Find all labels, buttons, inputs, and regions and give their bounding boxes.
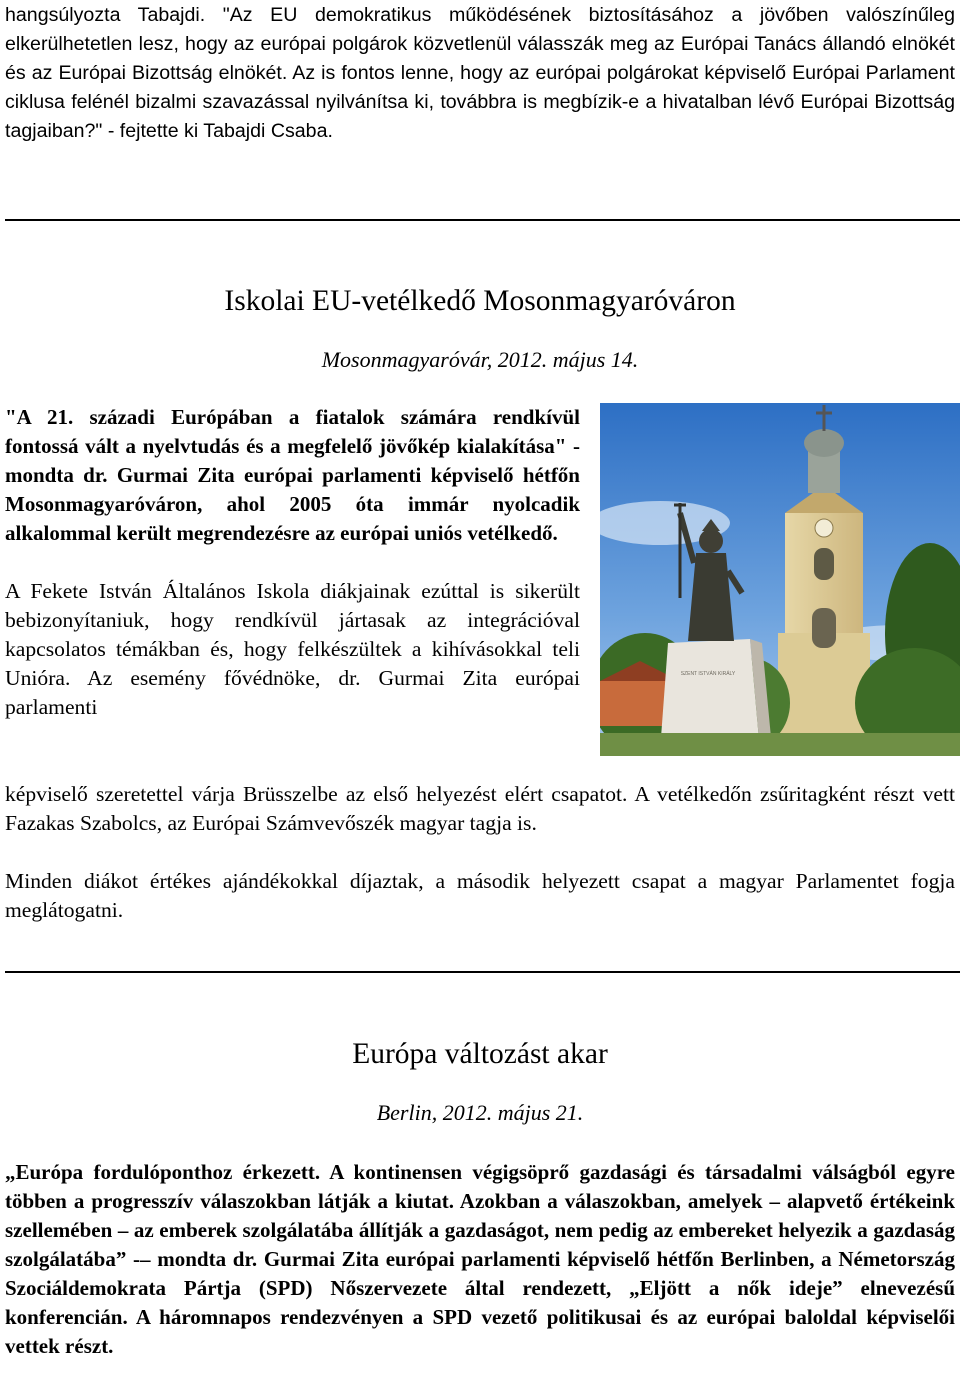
intro-paragraph: hangsúlyozta Tabajdi. "Az EU demokratikus működésének biztosításához a jövőben valószínűleg elkerülhetetlen lesz, hogy az európai polgárok közvetlenül válasszák meg az Európai Tanács állandó elnökét és az Európai Bizottság elnökét. Az is fontos lenne, hogy az európai polgárokat képviselő Európai Parlament ciklusa felénél bizalmi szavazással nyilvánítsa ki, továbbra is megbízik-e a hivatalban lévő Európai Bizottság tagjaiban?" - fejtette ki Tabajdi Csaba. [5,4,955,142]
article-body-wrapped: A Fekete István Általános Iskola diákjainak ezúttal is sikerült bebizonyítaniuk, hogy rendkívül jártasak az integrációval kapcsolatos témákban és, hogy felkészültek a kihívásokkal teli Unióra. Az esemény fővédnöke, dr. Gurmai Zita európai parlamenti [5,579,580,719]
section-divider [5,219,960,221]
plaque-text: SZENT ISTVÁN KIRÁLY [680,671,736,677]
article-dateline: Mosonmagyaróvár, 2012. május 14. [321,347,639,372]
article2-title: Európa változást akar [352,1038,608,1070]
article2-dateline: Berlin, 2012. május 21. [376,1100,584,1125]
church-statue-image [600,403,960,756]
article-title: Iskolai EU-vetélkedő Mosonmagyaróváron [224,285,736,317]
article-lead: "A 21. századi Európában a fiatalok számára rendkívül fontossá vált a nyelvtudás és a megfelelő jövőkép kialakítása" - mondta dr. Gurmai Zita európai parlamenti képviselő hétfőn Mosonmagyaróváron, ahol 2005 óta immár nyolcadik alkalommal került megrendezésre az európai uniós vetélkedő. [5,405,580,545]
section-divider-2 [5,971,960,973]
article-photo [600,403,960,756]
article1-body [5,403,580,722]
article-body-full: képviselő szeretettel várja Brüsszelbe az első helyezést elért csapatot. A vetélkedőn zsűritagként részt vett Fazakas Szabolcs, az Európai Számvevőszék magyar tagja is. [5,782,955,835]
article2-lead: „Európa fordulóponthoz érkezett. A kontinensen végigsöprő gazdasági és társadalmi válságból egyre többen a progresszív válaszokban látják a kiutat. Azokban a válaszokban, amelyek – alapvető értékeink szellemében – az emberek szolgálatába állítják a gazdaságot, nem pedig az embereket helyezik a gazdaság szolgálatába” -– mondta dr. Gurmai Zita európai parlamenti képviselő hétfőn Berlinben, a Németország Szociáldemokrata Pártja (SPD) Nőszervezete által rendezett, „Eljött a nők ideje” elnevezésű konferencián. A háromnapos rendezvényen a SPD vezető politikusai és az európai baloldal képviselői vettek részt. [5,1160,955,1358]
article-closing: Minden diákot értékes ajándékokkal díjaztak, a második helyezett csapat a magyar Parlamentet fogja meglátogatni. [5,869,955,922]
